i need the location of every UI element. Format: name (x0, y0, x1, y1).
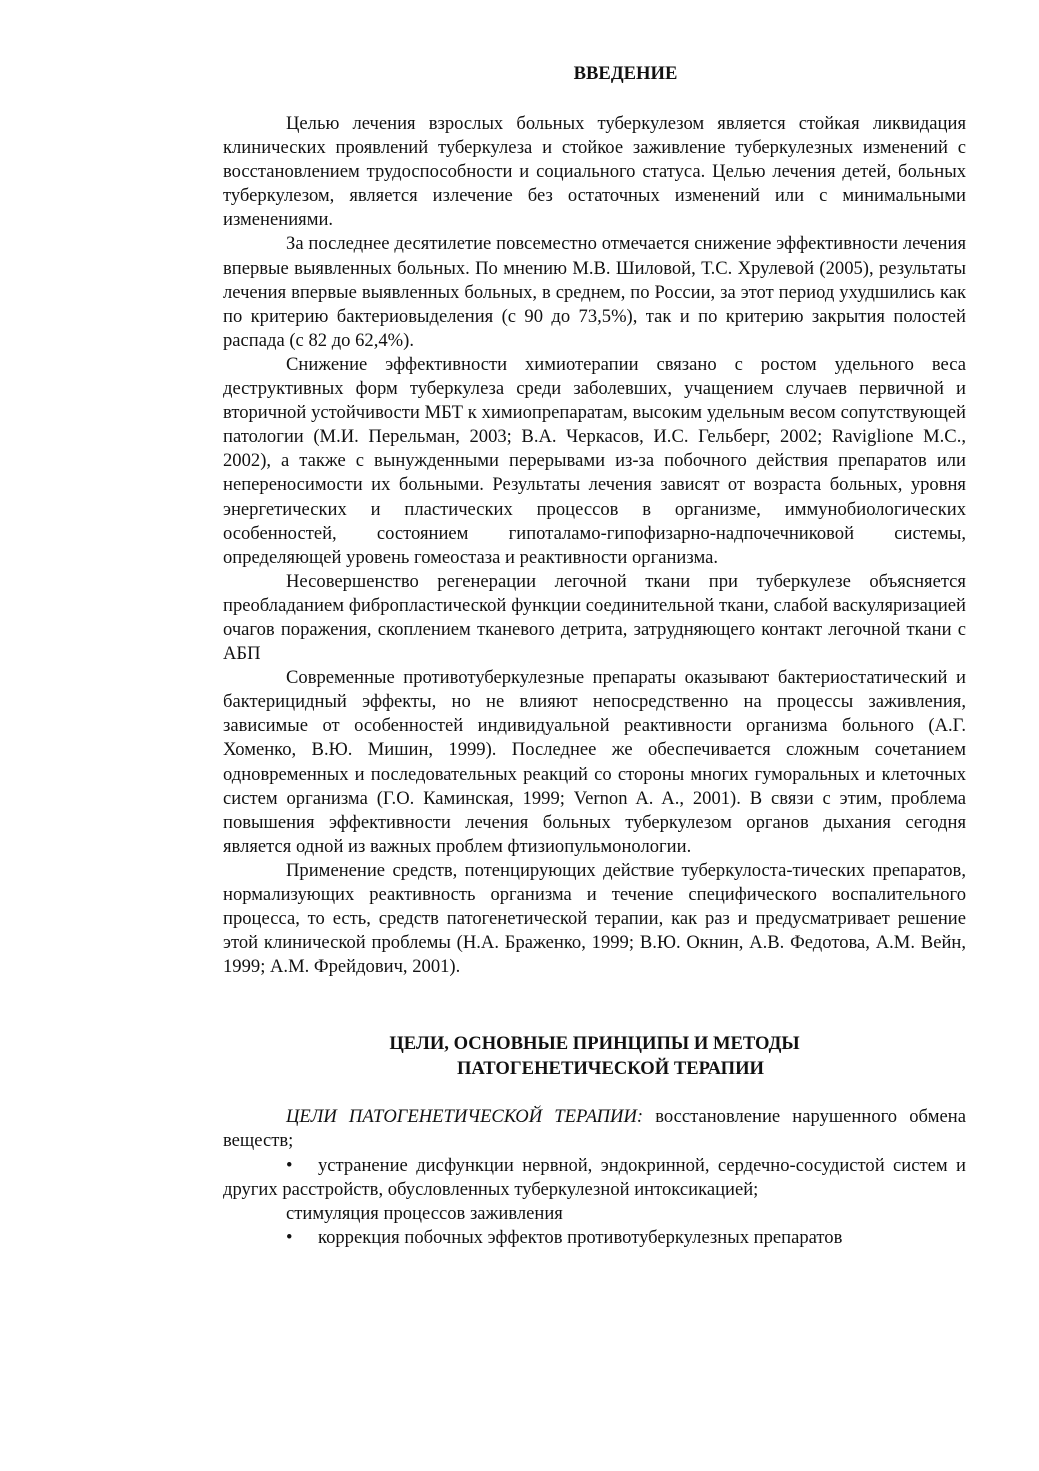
intro-heading: ВВЕДЕНИЕ (573, 63, 678, 84)
intro-paragraph-5: Современные противотуберкулезные препараты оказывают бактериостатический и бактерицидный эффекты, но не влияют непосредственно на процессы заживления, зависимые от особенностей индивидуальной реактивности организма больного (А.Г. Хоменко, В.Ю. Мишин, 1999). Последнее же обеспечивается сложным сочетанием одновременных и последовательных реакций со стороны многих гуморальных и клеточных систем организма (Г.О. Каминская, 1999; Vernon A. A., 2001). В связи с этим, проблема повышения эффективности лечения больных туберкулезом органов дыхания сегодня является одной из важных проблем фтизиопульмонологии. (223, 667, 966, 857)
section2-heading (223, 1031, 966, 1081)
list-item-plain: стимуляция процессов заживления (286, 1202, 563, 1224)
section2-heading-line1: ЦЕЛИ, ОСНОВНЫЕ ПРИНЦИПЫ И МЕТОДЫ (389, 1033, 800, 1055)
intro-paragraph-1: Целью лечения взрослых больных туберкулезом является стойкая ликвидация клинических проявлений туберкулеза и стойкое заживление туберкулезных изменений с восстановлением трудоспособности и социального статуса. Целью лечения детей, больных туберкулезом, является излечение без остаточных изменений или с минимальными изменениями. (223, 113, 966, 231)
intro-paragraph-4: Несовершенство регенерации легочной ткани при туберкулезе объясняется преобладанием фибропластической функции соединительной ткани, слабой васкуляризацией очагов поражения, скоплением тканевого детрита, затрудняющего контакт легочной ткани с АБП (223, 570, 966, 665)
goals-text: восстановление нарушенного обмена веществ; (223, 1106, 966, 1152)
bullet-item-1-text: устранение дисфункции нервной, эндокринной, сердечно-сосудистой систем и других расстройств, обусловленных туберкулезной интоксикацией; (223, 1154, 966, 1200)
section2-heading-line2: ПАТОГЕНЕТИЧЕСКОЙ ТЕРАПИИ (456, 1058, 765, 1080)
bullet-item-2 (223, 1226, 966, 1250)
intro-paragraph-2: За последнее десятилетие повсеместно отмечается снижение эффективности лечения впервые выявленных больных. По мнению М.В. Шиловой, Т.С. Хрулевой (2005), результаты лечения впервые выявленных больных, в среднем, по России, за этот период ухудшились как по критерию бактериовыделения (с 90 до 73,5%), так и по критерию закрытия полостей распада (с 82 до 62,4%). (223, 233, 966, 351)
bullet-item-1 (223, 1154, 966, 1202)
goals-label: ЦЕЛИ ПАТОГЕНЕТИЧЕСКОЙ ТЕРАПИИ: (286, 1106, 644, 1128)
intro-paragraph-6: Применение средств, потенцирующих действие туберкулоста-тических препаратов, нормализующих реактивность организма и течение специфического воспалительного процесса, то есть, средств патогенетической терапии, как раз и предусматривает решение этой клинической проблемы (Н.А. Браженко, 1999; В.Ю. Окнин, А.В. Федотова, А.М. Вейн, 1999; А.М. Фрейдович, 2001). (223, 859, 966, 978)
bullet-icon: • (286, 1226, 293, 1248)
bullet-icon: • (286, 1154, 293, 1176)
document-page (223, 62, 966, 1250)
section-spacer (223, 979, 966, 1031)
goals-paragraph (223, 1105, 966, 1153)
bullet-item-2-text: коррекция побочных эффектов противотуберкулезных препаратов (318, 1226, 843, 1248)
intro-paragraph-3: Снижение эффективности химиотерапии связано с ростом удельного веса деструктивных форм туберкулеза среди заболевших, учащением случаев первичной и вторичной устойчивости МБТ к химиопрепаратам, высоким удельным весом сопутствующей патологии (М.И. Перельман, 2003; В.А. Черкасов, И.С. Гельберг, 2002; Raviglione M.C., 2002), а также с вынужденными перерывами из-за побочного действия препаратов или непереносимости их больными. Результаты лечения зависят от возраста больных, уровня энергетических и пластических процессов в организме, иммунобиологических особенностей, состоянием гипоталамо-гипофизарно-надпочечниковой системы, определяющей уровень гомеостаза и реактивности организма. (223, 353, 966, 568)
